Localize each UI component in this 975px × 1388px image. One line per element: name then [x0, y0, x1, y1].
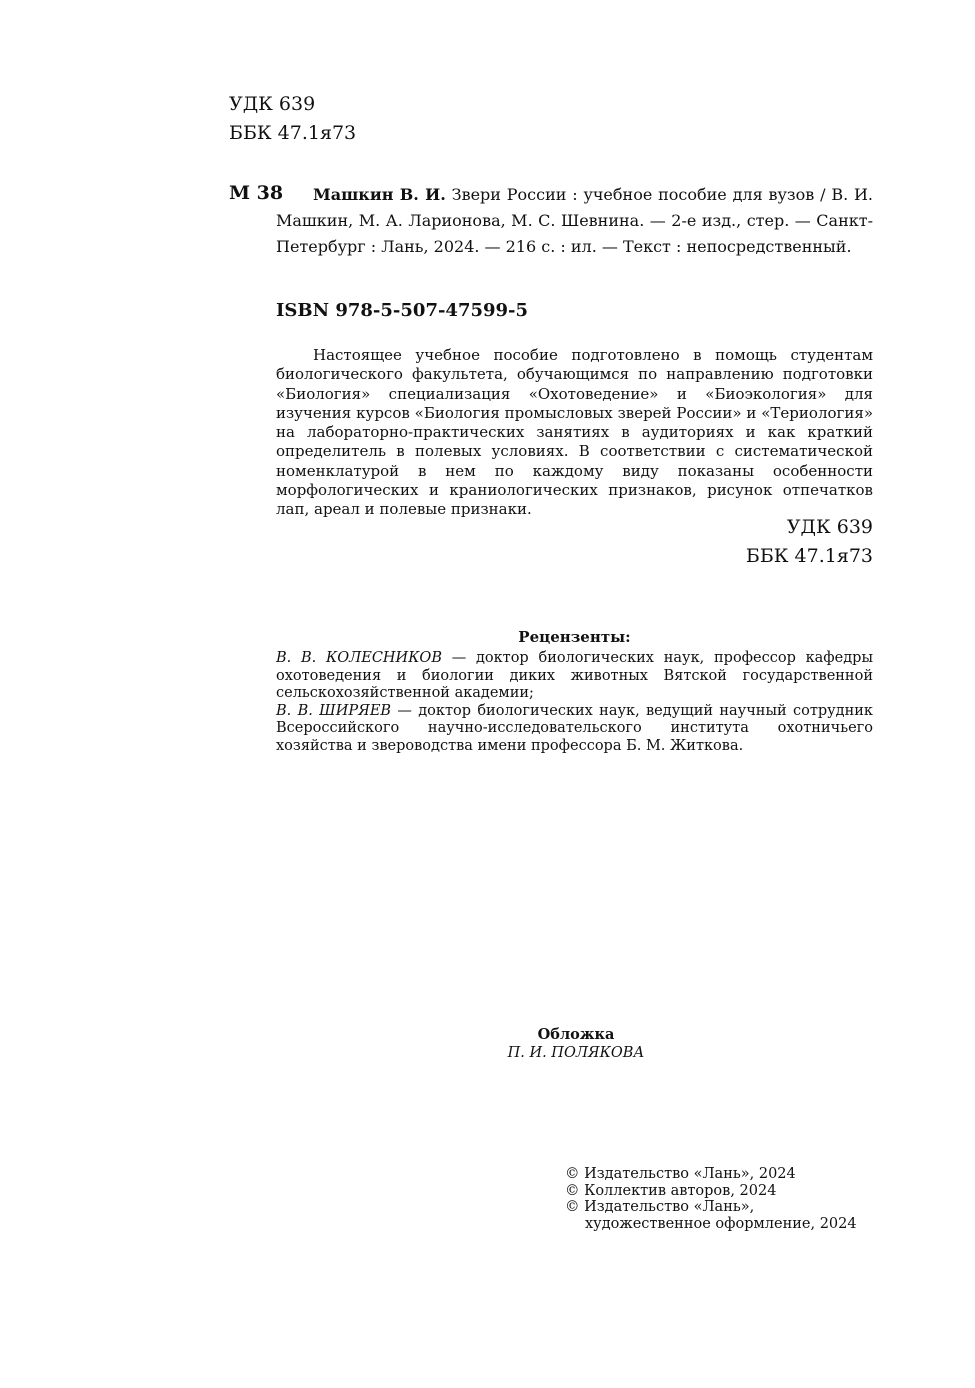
copyright-line: © Издательство «Лань»,	[565, 1199, 755, 1215]
udk-code: УДК 639	[229, 93, 316, 115]
reviewers-list	[276, 650, 873, 755]
copyright-line: © Коллектив авторов, 2024	[565, 1182, 777, 1199]
abstract: Настоящее учебное пособие подготовлено в помощь студентам биологического факультета, обучающимся по направлению подготовки «Биология» специализация «Охотоведение» и «Биоэкология» для изучения курсов «Биология промысловых зверей России» и «Териология» на лабораторно-практических занятиях в аудиториях и как краткий определитель в полевых условиях. В соответствии с систематической номенклатурой в нем по каждому виду показаны особенности морфологических и краниологических признаков, рисунок отпечатков лап, ареал и полевые признаки.	[276, 346, 873, 519]
bottom-classification-codes	[600, 513, 873, 571]
catalog-code: М 38	[229, 182, 284, 204]
bibliographic-entry	[276, 182, 873, 260]
bibliographic-description: Звери России : учебное пособие для вузов / В. И. Машкин, М. А. Ларионова, М. С. Шевнина. — 2-е изд., стер. — Санкт-Петербург : Лань, 2024. — 216 с. : ил. — Текст : непосредственный.	[276, 185, 874, 256]
reviewers-title: Рецензенты:	[518, 628, 631, 646]
author-name: Машкин В. И.	[313, 185, 446, 204]
isbn: ISBN 978-5-507-47599-5	[276, 300, 529, 321]
copyright-block	[565, 1166, 857, 1232]
bbk-code-bottom: ББК 47.1я73	[745, 545, 873, 567]
reviewer-entry	[276, 650, 873, 703]
cover-artist: П. И. ПОЛЯКОВА	[507, 1045, 645, 1061]
reviewer-name: В. В. КОЛЕСНИКОВ	[276, 650, 442, 666]
reviewer-description: — доктор биологических наук, ведущий научный сотрудник Всероссийского научно-исследовательского института охотничьего хозяйства и звероводства имени профессора Б. М. Житкова.	[276, 702, 873, 754]
reviewer-name: В. В. ШИРЯЕВ	[276, 702, 392, 719]
copyright-line: © Издательство «Лань», 2024	[565, 1166, 796, 1182]
reviewer-description: — доктор биологических наук, профессор кафедры охотоведения и биологии диких животных Вятской государственной сельскохозяйственной академии;	[276, 650, 873, 701]
top-classification-codes	[229, 90, 356, 148]
bbk-code: ББК 47.1я73	[229, 122, 357, 144]
cover-credit	[466, 1026, 686, 1062]
udk-code-bottom: УДК 639	[786, 516, 873, 538]
reviewer-entry	[276, 703, 873, 756]
cover-label: Обложка	[537, 1026, 615, 1043]
copyright-line: художественное оформление, 2024	[585, 1215, 857, 1232]
